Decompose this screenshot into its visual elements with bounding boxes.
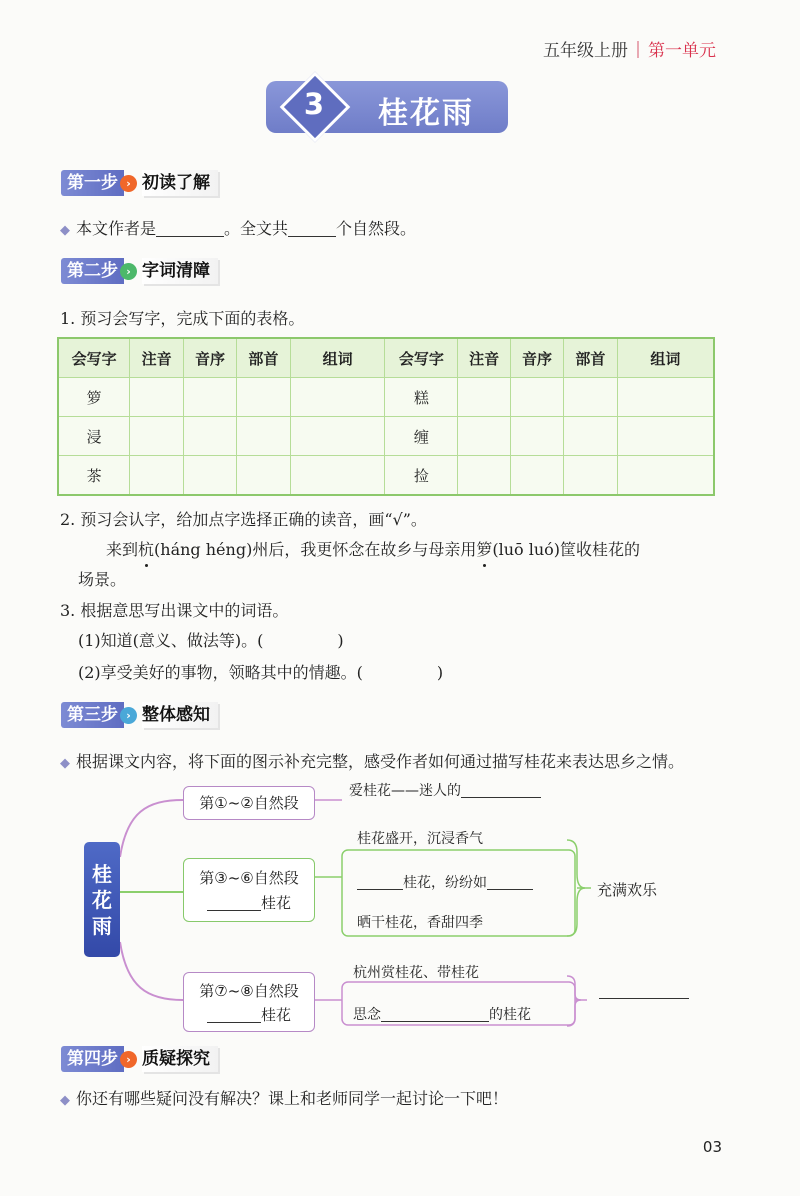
node-paragraphs-7-8 — [183, 972, 315, 1032]
step3-label: 第三步 — [61, 702, 124, 728]
node2-item-2 — [357, 872, 533, 892]
answer-cell[interactable] — [511, 378, 564, 417]
node3-item2-blank[interactable] — [381, 1021, 489, 1022]
answer-cell[interactable] — [458, 378, 511, 417]
answer-cell[interactable] — [617, 378, 714, 417]
char-cell: 箩 — [58, 378, 130, 417]
answer-cell[interactable] — [290, 378, 385, 417]
step2-q2-sentence-end: 场景。 — [78, 570, 127, 589]
step2-arrow-icon: › — [120, 263, 137, 280]
connector-3 — [120, 942, 183, 1000]
sentence-part: 来到 — [106, 540, 139, 559]
step4-question — [60, 1086, 508, 1109]
node-paragraphs-1-2: 第①~②自然段 — [183, 786, 315, 820]
node1-text — [349, 780, 541, 800]
page-number: 03 — [702, 1138, 722, 1156]
step4-arrow-icon: › — [120, 1051, 137, 1068]
answer-cell[interactable] — [617, 417, 714, 456]
step1-header — [61, 170, 218, 196]
col-header: 音序 — [184, 338, 237, 378]
step3-name: 整体感知 — [142, 702, 218, 728]
node-paragraphs-3-6 — [183, 858, 315, 922]
char-cell: 茶 — [58, 456, 130, 496]
node2-item2-text: 桂花，纷纷如 — [403, 875, 487, 891]
col-header: 会写字 — [385, 338, 458, 378]
page-header — [543, 36, 716, 61]
node2-blank[interactable] — [207, 910, 261, 911]
pinyin-choice-2[interactable]: (luō luó)筐收桂花的 — [492, 540, 641, 559]
node2-title: 第③~⑥自然段 — [199, 869, 299, 887]
col-header: 组词 — [290, 338, 385, 378]
lesson-title: 桂花雨 — [378, 96, 474, 131]
center-char: 雨 — [92, 913, 112, 938]
step4-text: 你还有哪些疑问没有解决？课上和老师同学一起讨论一下吧！ — [76, 1089, 509, 1108]
node3-title: 第⑦~⑧自然段 — [199, 982, 299, 1000]
diamond-bullet-icon: ◆ — [60, 1093, 70, 1108]
answer-cell[interactable] — [563, 456, 617, 496]
table-header-row — [58, 338, 714, 378]
step2-q3: 3. 根据意思写出课文中的词语。 — [60, 601, 289, 620]
step2-q3-2 — [78, 660, 443, 683]
diamond-bullet-icon: ◆ — [60, 756, 70, 771]
node3-item-1: 杭州赏桂花、带桂花 — [353, 965, 479, 981]
instruction-text: 根据课文内容，将下面的图示补充完整，感受作者如何通过描写桂花来表达思乡之情。 — [76, 752, 685, 771]
q3-1-text: (1)知道(意义、做法等)。( — [78, 631, 264, 650]
table-row — [58, 456, 714, 496]
node2-result: 充满欢乐 — [597, 881, 658, 899]
q-paragraphs-end: 个自然段。 — [336, 219, 417, 238]
q-author-text: 本文作者是 — [76, 219, 157, 238]
answer-cell[interactable] — [130, 378, 184, 417]
step2-q1: 1. 预习会写字，完成下面的表格。 — [60, 309, 305, 328]
step2-q2-sentence — [106, 537, 640, 560]
node3-item2-text-a: 思念 — [353, 1007, 381, 1023]
answer-cell[interactable] — [236, 417, 290, 456]
step1-label: 第一步 — [61, 170, 124, 196]
diamond-bullet-icon: ◆ — [60, 223, 70, 238]
step3-arrow-icon: › — [120, 707, 137, 724]
answer-cell[interactable] — [511, 417, 564, 456]
col-header: 部首 — [236, 338, 290, 378]
step2-name: 字词清障 — [142, 258, 218, 284]
char-cell: 糕 — [385, 378, 458, 417]
step1-question — [60, 216, 416, 239]
table-row — [58, 417, 714, 456]
col-header: 注音 — [458, 338, 511, 378]
step1-arrow-icon: › — [120, 175, 137, 192]
answer-cell[interactable] — [511, 456, 564, 496]
char-cell: 缠 — [385, 417, 458, 456]
pinyin-choice-1[interactable]: (háng héng)州后，我更怀念在故乡与母亲用 — [154, 540, 477, 559]
step4-label: 第四步 — [61, 1046, 124, 1072]
step2-header — [61, 258, 218, 284]
col-header: 会写字 — [58, 338, 130, 378]
step3-header — [61, 702, 218, 728]
answer-cell[interactable] — [290, 456, 385, 496]
connector-1 — [120, 800, 183, 857]
col-header: 注音 — [130, 338, 184, 378]
step4-name: 质疑探究 — [142, 1046, 218, 1072]
mind-map-connectors — [57, 772, 757, 1042]
char-cell: 捡 — [385, 456, 458, 496]
unit-label: 第一单元 — [648, 41, 716, 61]
step2-q2: 2. 预习会认字，给加点字选择正确的读音，画“√”。 — [60, 510, 427, 529]
answer-cell[interactable] — [130, 417, 184, 456]
col-header: 部首 — [563, 338, 617, 378]
node3-suffix: 桂花 — [260, 1006, 291, 1024]
answer-cell[interactable] — [617, 456, 714, 496]
answer-cell[interactable] — [563, 378, 617, 417]
answer-cell[interactable] — [184, 417, 237, 456]
character-table — [57, 337, 715, 496]
lesson-number: 3 — [303, 87, 325, 121]
col-header: 音序 — [511, 338, 564, 378]
mind-map — [57, 772, 757, 1042]
lesson-title-banner — [266, 81, 508, 133]
step1-name: 初读了解 — [142, 170, 218, 196]
q3-2-text: (2)享受美好的事物，领略其中的情趣。( — [78, 663, 363, 682]
answer-cell[interactable] — [290, 417, 385, 456]
node2-item2-blank-b[interactable] — [487, 889, 533, 890]
node3-blank[interactable] — [207, 1022, 261, 1023]
node1-blank[interactable] — [461, 797, 541, 798]
header-divider — [637, 41, 639, 58]
mind-map-center — [84, 842, 120, 957]
node2-suffix: 桂花 — [260, 894, 291, 912]
step3-instruction — [60, 749, 684, 772]
step2-q3-1 — [78, 628, 344, 651]
answer-cell[interactable] — [458, 417, 511, 456]
center-char: 桂 — [92, 861, 112, 886]
step2-label: 第二步 — [61, 258, 124, 284]
node3-item2-text-b: 的桂花 — [489, 1007, 531, 1023]
dotted-char: 杭 — [138, 540, 155, 559]
table-row — [58, 378, 714, 417]
answer-cell[interactable] — [184, 456, 237, 496]
answer-cell[interactable] — [236, 378, 290, 417]
char-cell: 浸 — [58, 417, 130, 456]
dotted-char: 箩 — [476, 540, 493, 559]
grade-label: 五年级上册 — [543, 41, 628, 61]
node2-item2-blank-a[interactable] — [357, 889, 403, 890]
node3-result-blank[interactable] — [599, 998, 689, 999]
answer-cell[interactable] — [458, 456, 511, 496]
paragraph-count-blank[interactable] — [288, 236, 336, 237]
answer-cell[interactable] — [184, 378, 237, 417]
paren-close: ) — [337, 631, 344, 650]
answer-cell[interactable] — [130, 456, 184, 496]
node2-item-1: 桂花盛开，沉浸香气 — [357, 831, 483, 847]
node3-item-2 — [353, 1004, 531, 1024]
answer-cell[interactable] — [236, 456, 290, 496]
answer-cell[interactable] — [563, 417, 617, 456]
node2-item-3: 晒干桂花，香甜四季 — [357, 915, 483, 931]
col-header: 组词 — [617, 338, 714, 378]
author-blank[interactable] — [156, 236, 224, 237]
center-char: 花 — [92, 887, 112, 912]
paren-close: ) — [436, 663, 444, 682]
node1-label: 爱桂花——迷人的 — [349, 783, 461, 799]
q-paragraphs-text: 。全文共 — [224, 219, 289, 238]
step4-header — [61, 1046, 218, 1072]
